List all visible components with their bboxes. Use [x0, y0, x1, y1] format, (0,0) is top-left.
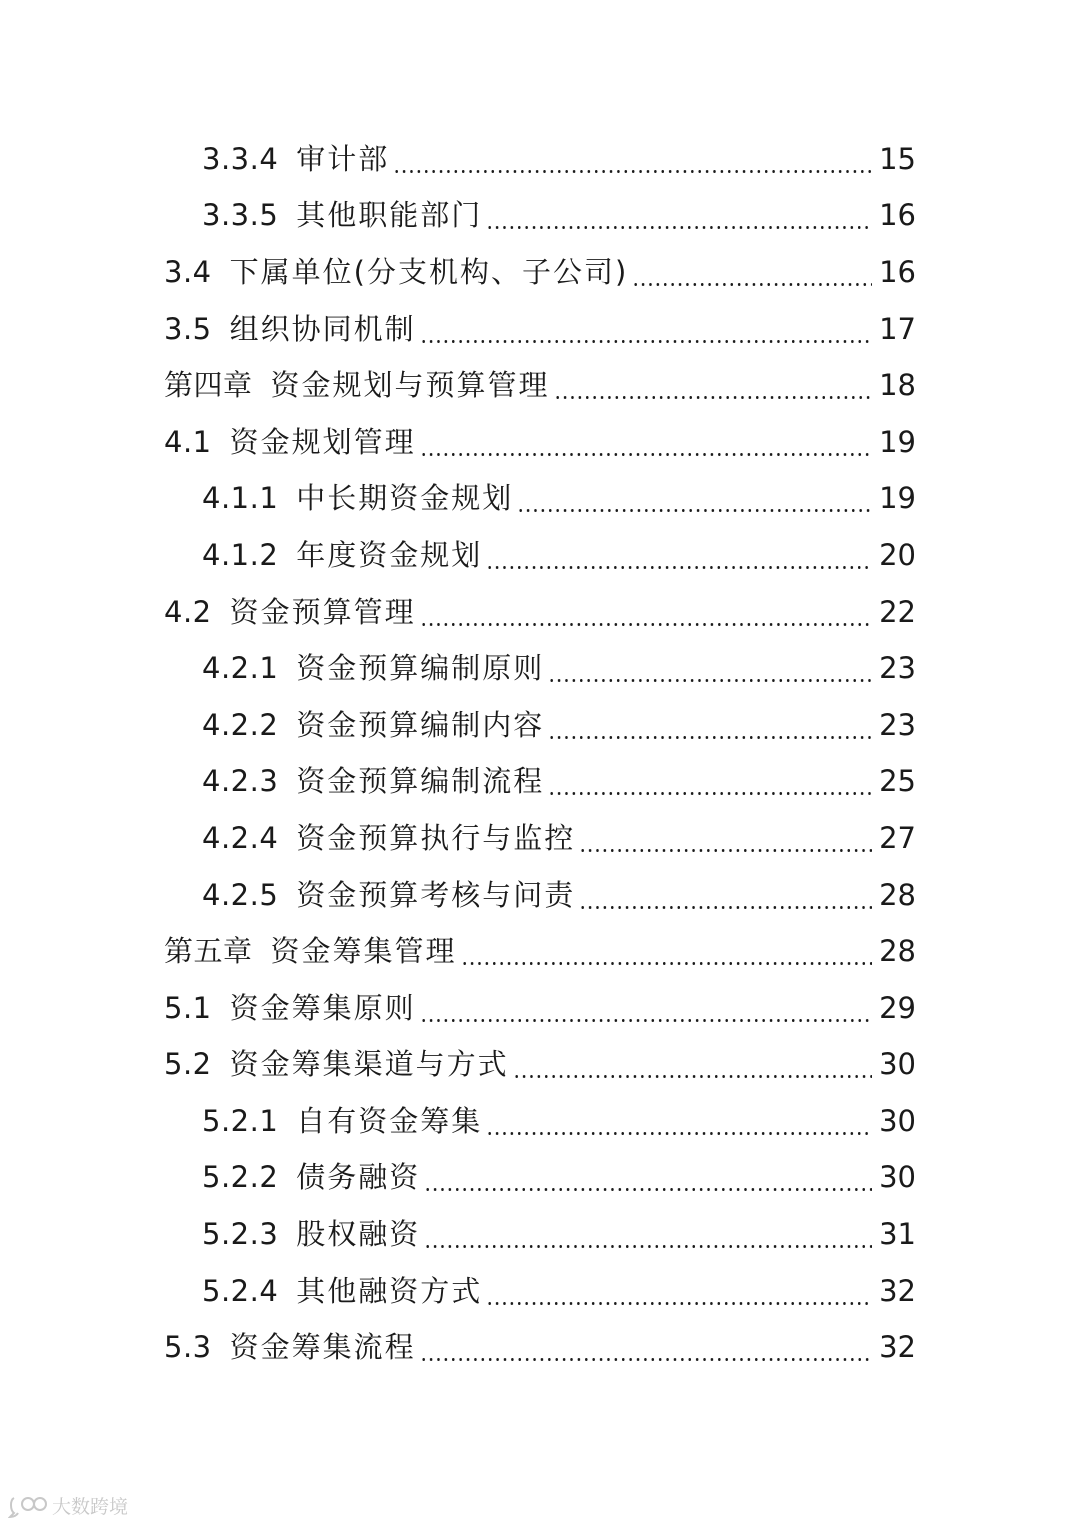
toc-entry-number: 5.2.4 [202, 1273, 279, 1308]
toc-entry-title: 其他职能部门 [296, 198, 483, 233]
toc-entry-title: 审计部 [296, 141, 390, 176]
toc-dot-leader [420, 1334, 872, 1363]
toc-dot-leader [461, 938, 872, 967]
toc-dot-leader [513, 1051, 872, 1080]
toc-entry-page-number: 19 [879, 424, 916, 459]
toc-entry[interactable] [0, 980, 1080, 1037]
toc-entry-title: 资金预算管理 [229, 594, 416, 629]
toc-entry-number: 4.2.3 [202, 764, 279, 799]
toc-entry-page-number: 20 [879, 537, 916, 572]
toc-entry-number: 4.2.4 [202, 820, 279, 855]
toc-dot-leader [420, 429, 872, 458]
toc-entry-number: 3.3.5 [202, 198, 279, 233]
toc-entry-title: 组织协同机制 [229, 311, 416, 346]
toc-dot-leader [424, 1221, 872, 1250]
toc-entry-title: 中长期资金规划 [296, 481, 514, 516]
toc-dot-leader [548, 712, 872, 741]
toc-entry[interactable] [0, 414, 1080, 471]
toc-entry-number: 4.1 [164, 424, 212, 459]
toc-entry-page-number: 27 [879, 820, 916, 855]
toc-entry-number: 5.2 [164, 1047, 212, 1082]
toc-entry[interactable] [0, 188, 1080, 245]
toc-dot-leader [424, 1164, 872, 1193]
toc-entry[interactable] [0, 1263, 1080, 1320]
toc-entry-number: 5.1 [164, 990, 212, 1025]
toc-entry[interactable] [0, 244, 1080, 301]
toc-entry[interactable] [0, 1150, 1080, 1207]
watermark [8, 1492, 128, 1519]
toc-entry-page-number: 15 [879, 141, 916, 176]
toc-dot-leader [486, 1108, 872, 1137]
toc-entry-page-number: 19 [879, 481, 916, 516]
bubble-logo-icon [8, 1494, 48, 1518]
toc-dot-leader [393, 146, 872, 175]
toc-entry-title: 资金规划管理 [229, 424, 416, 459]
toc-entry-title: 资金筹集流程 [229, 1330, 416, 1365]
toc-dot-leader [486, 542, 872, 571]
toc-entry-number: 4.2.2 [202, 707, 279, 742]
toc-entry-page-number: 18 [879, 368, 916, 403]
toc-entry[interactable] [0, 1093, 1080, 1150]
toc-dot-leader [486, 202, 872, 231]
toc-dot-leader [548, 655, 872, 684]
toc-entry-number: 5.2.3 [202, 1217, 279, 1252]
toc-entry-title: 资金预算编制原则 [296, 651, 545, 686]
toc-entry-page-number: 17 [879, 311, 916, 346]
toc-entry-number: 4.2 [164, 594, 212, 629]
toc-entry-page-number: 32 [879, 1330, 916, 1365]
toc-entry[interactable] [0, 810, 1080, 867]
toc-entry-number: 5.3 [164, 1330, 212, 1365]
toc-entry-number: 5.2.1 [202, 1103, 279, 1138]
toc-entry-title: 下属单位(分支机构、子公司) [229, 254, 629, 289]
toc-entry-title: 资金筹集原则 [229, 990, 416, 1025]
toc-entry-number: 3.5 [164, 311, 212, 346]
toc-entry-page-number: 16 [879, 198, 916, 233]
toc-entry-title: 资金筹集管理 [270, 934, 457, 969]
toc-entry[interactable] [0, 923, 1080, 980]
toc-entry[interactable] [0, 1037, 1080, 1094]
toc-entry-number: 3.4 [164, 254, 212, 289]
toc-entry[interactable] [0, 640, 1080, 697]
toc-entry-title: 债务融资 [296, 1160, 421, 1195]
toc-entry-page-number: 23 [879, 651, 916, 686]
toc-entry[interactable] [0, 527, 1080, 584]
toc-entry-page-number: 30 [879, 1160, 916, 1195]
toc-entry[interactable] [0, 867, 1080, 924]
toc-dot-leader [420, 599, 872, 628]
toc-dot-leader [420, 995, 872, 1024]
toc-entry[interactable] [0, 1319, 1080, 1376]
toc-entry-number: 5.2.2 [202, 1160, 279, 1195]
toc-dot-leader [632, 259, 872, 288]
toc-entry-page-number: 25 [879, 764, 916, 799]
toc-entry-page-number: 30 [879, 1103, 916, 1138]
toc-entry-page-number: 22 [879, 594, 916, 629]
toc-entry-page-number: 28 [879, 934, 916, 969]
toc-entry-number: 4.2.1 [202, 651, 279, 686]
toc-dot-leader [548, 768, 872, 797]
toc-entry-title: 资金筹集渠道与方式 [229, 1047, 509, 1082]
toc-entry-page-number: 16 [879, 254, 916, 289]
toc-dot-leader [420, 316, 872, 345]
toc-dot-leader [486, 1278, 872, 1307]
toc-entry[interactable] [0, 697, 1080, 754]
toc-entry-number: 第五章 [164, 934, 253, 969]
toc-dot-leader [517, 485, 872, 514]
toc-entry[interactable] [0, 131, 1080, 188]
toc-dot-leader [554, 372, 872, 401]
table-of-contents [0, 131, 1080, 1376]
toc-entry-page-number: 30 [879, 1047, 916, 1082]
toc-entry-page-number: 23 [879, 707, 916, 742]
toc-entry-page-number: 28 [879, 877, 916, 912]
toc-entry-page-number: 31 [879, 1217, 916, 1252]
toc-entry-page-number: 32 [879, 1273, 916, 1308]
toc-dot-leader [579, 825, 872, 854]
toc-entry[interactable] [0, 471, 1080, 528]
toc-entry-number: 3.3.4 [202, 141, 279, 176]
watermark-text: 大数跨境 [52, 1496, 129, 1518]
toc-entry-title: 资金预算执行与监控 [296, 820, 576, 855]
toc-entry-title: 资金预算考核与问责 [296, 877, 576, 912]
toc-entry-title: 资金规划与预算管理 [270, 368, 550, 403]
toc-entry[interactable] [0, 301, 1080, 358]
toc-entry-number: 第四章 [164, 368, 253, 403]
toc-entry-title: 资金预算编制内容 [296, 707, 545, 742]
toc-dot-leader [579, 882, 872, 911]
toc-entry[interactable] [0, 1206, 1080, 1263]
toc-entry-number: 4.1.1 [202, 481, 279, 516]
toc-entry-title: 年度资金规划 [296, 537, 483, 572]
toc-entry-title: 自有资金筹集 [296, 1103, 483, 1138]
toc-entry[interactable] [0, 357, 1080, 414]
toc-entry-title: 资金预算编制流程 [296, 764, 545, 799]
toc-entry-title: 其他融资方式 [296, 1273, 483, 1308]
toc-entry-number: 4.1.2 [202, 537, 279, 572]
toc-entry[interactable] [0, 584, 1080, 641]
toc-entry-page-number: 29 [879, 990, 916, 1025]
toc-entry[interactable] [0, 754, 1080, 811]
toc-entry-title: 股权融资 [296, 1217, 421, 1252]
toc-entry-number: 4.2.5 [202, 877, 279, 912]
